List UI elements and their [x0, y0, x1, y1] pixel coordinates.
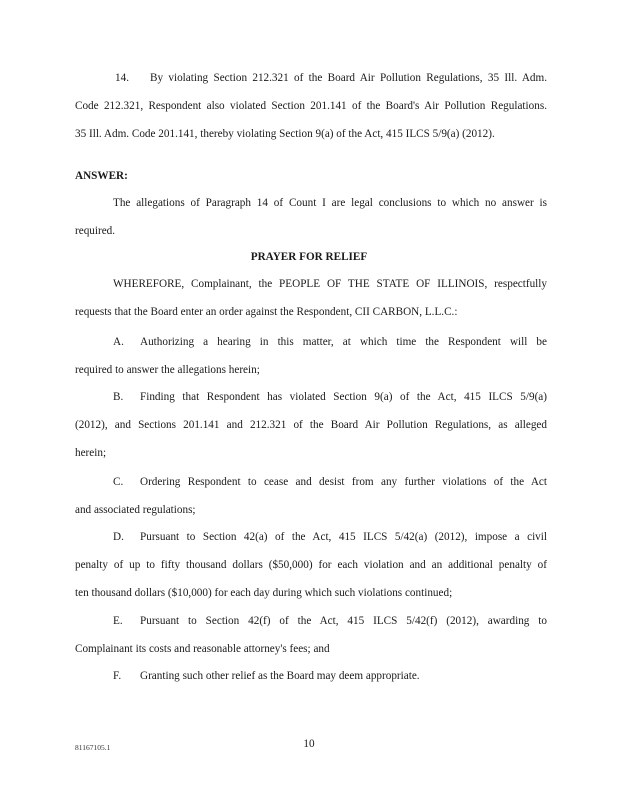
- relief-item-e-line-2: Complainant its costs and reasonable attorney's fees; and: [75, 643, 330, 655]
- paragraph-14-line-1: 14. By violating Section 212.321 of the Board Air Pollution Regulations, 35 Ill. Adm.: [115, 72, 547, 84]
- paragraph-14-line-2: Code 212.321, Respondent also violated Section 201.141 of the Board's Air Pollution Regulations.: [75, 100, 547, 112]
- relief-letter: D.: [113, 531, 124, 543]
- relief-letter: A.: [113, 336, 124, 348]
- relief-item-d-line-2: penalty of up to fifty thousand dollars ($50,000) for each violation and an additional penalty of: [75, 559, 547, 571]
- answer-heading: ANSWER:: [75, 170, 128, 182]
- document-id: 81167105.1: [75, 743, 111, 752]
- relief-item-b-line-1: B. Finding that Respondent has violated Section 9(a) of the Act, 415 ILCS 5/9(a): [113, 391, 547, 403]
- answer-line-2: required.: [75, 225, 116, 237]
- relief-item-a-line-1: A. Authorizing a hearing in this matter, at which time the Respondent will be: [113, 336, 547, 348]
- relief-item-c-line-1: C. Ordering Respondent to cease and desist from any further violations of the Act: [113, 476, 547, 488]
- prayer-intro-line-2: requests that the Board enter an order against the Respondent, CII CARBON, L.L.C.:: [75, 306, 458, 318]
- relief-item-f-line-1: F. Granting such other relief as the Board may deem appropriate.: [113, 670, 420, 682]
- relief-letter: C.: [113, 476, 124, 488]
- page-number: 10: [303, 738, 315, 750]
- relief-letter: F.: [113, 670, 122, 682]
- relief-letter: B.: [113, 391, 124, 403]
- relief-item-c-line-2: and associated regulations;: [75, 504, 196, 516]
- paragraph-14-line-3: 35 Ill. Adm. Code 201.141, thereby violating Section 9(a) of the Act, 415 ILCS 5/9(a) (2012).: [75, 128, 495, 140]
- prayer-heading: PRAYER FOR RELIEF: [250, 251, 368, 263]
- answer-line-1: The allegations of Paragraph 14 of Count I are legal conclusions to which no answer is: [113, 197, 547, 209]
- relief-item-d-line-3: ten thousand dollars ($10,000) for each day during which such violations continued;: [75, 587, 453, 599]
- relief-item-b-line-2: (2012), and Sections 201.141 and 212.321 of the Board Air Pollution Regulations, as alleged: [75, 419, 547, 431]
- relief-item-e-line-1: E. Pursuant to Section 42(f) of the Act, 415 ILCS 5/42(f) (2012), awarding to: [113, 615, 547, 627]
- prayer-intro-line-1: WHEREFORE, Complainant, the PEOPLE OF THE STATE OF ILLINOIS, respectfully: [113, 278, 547, 290]
- relief-item-a-line-2: required to answer the allegations herein;: [75, 364, 260, 376]
- paragraph-number: 14.: [115, 72, 129, 84]
- relief-letter: E.: [113, 615, 123, 627]
- relief-item-b-line-3: herein;: [75, 447, 107, 459]
- relief-item-d-line-1: D. Pursuant to Section 42(a) of the Act, 415 ILCS 5/42(a) (2012), impose a civil: [113, 531, 547, 543]
